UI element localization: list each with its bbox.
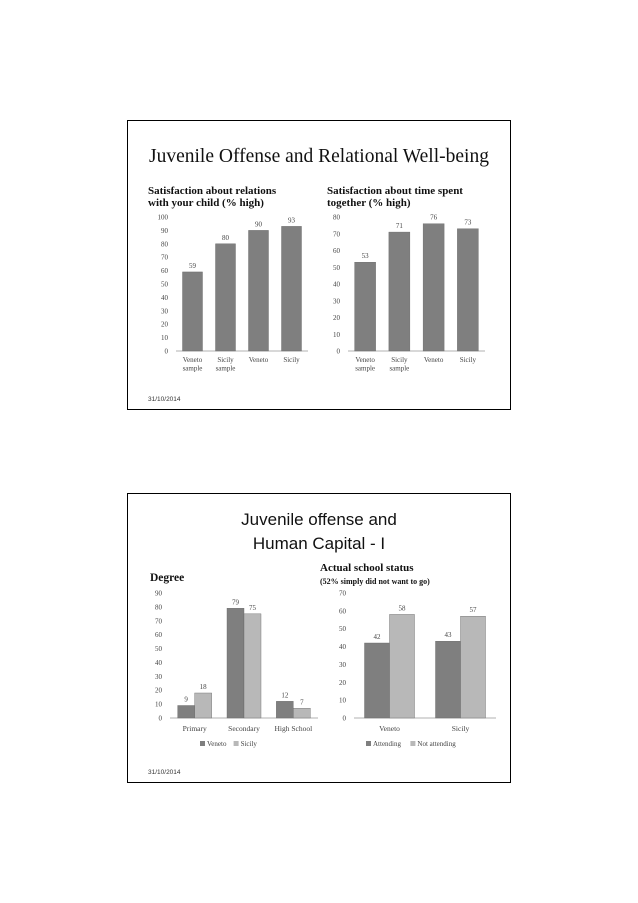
bar	[178, 706, 195, 719]
legend-swatch	[410, 741, 415, 746]
data-label: 71	[395, 222, 403, 231]
y-tick-label: 90	[161, 226, 168, 235]
y-tick-label: 30	[333, 297, 340, 306]
y-tick-label: 70	[333, 230, 340, 239]
legend-label: Not attending	[417, 740, 456, 748]
y-tick-label: 80	[155, 603, 162, 612]
x-tick-label: Veneto	[423, 356, 444, 364]
x-tick-label: Veneto	[379, 724, 400, 733]
x-tick-label: High School	[274, 724, 313, 733]
y-tick-label: 0	[336, 347, 340, 356]
bar	[423, 224, 444, 351]
chart-title-time-spent	[327, 185, 463, 209]
x-tick-label: Sicily	[283, 356, 300, 364]
data-label: 18	[199, 683, 207, 691]
data-label: 43	[444, 631, 452, 640]
slide-title	[128, 508, 510, 556]
bar	[365, 643, 390, 718]
y-tick-label: 20	[339, 678, 346, 687]
y-tick-label: 60	[339, 607, 346, 616]
y-tick-label: 80	[161, 240, 168, 249]
slide-relational-wellbeing	[127, 120, 511, 410]
legend-label: Attending	[373, 740, 401, 748]
x-tick-label: sample	[182, 364, 203, 373]
legend-swatch	[234, 741, 239, 746]
data-label: 80	[222, 233, 229, 242]
data-label: 57	[469, 606, 477, 615]
y-tick-label: 0	[342, 714, 346, 723]
chart-relations	[138, 213, 318, 383]
y-tick-label: 10	[333, 330, 340, 339]
slide-human-capital	[127, 493, 511, 783]
bar	[436, 641, 461, 718]
x-tick-label: sample	[355, 364, 376, 373]
y-tick-label: 30	[161, 307, 168, 316]
bar	[355, 262, 376, 351]
slide-date: 31/10/2014	[148, 769, 181, 776]
data-label: 73	[464, 218, 472, 227]
x-tick-label: sample	[215, 364, 236, 373]
y-tick-label: 70	[161, 253, 168, 262]
chart-time-spent	[318, 213, 498, 383]
y-tick-label: 40	[155, 658, 162, 667]
x-tick-label: Sicily	[451, 724, 470, 733]
legend-label: Sicily	[240, 740, 257, 748]
y-tick-label: 60	[155, 631, 162, 640]
data-label: 90	[255, 220, 262, 229]
x-tick-label: Primary	[182, 724, 207, 733]
data-label: 58	[398, 604, 406, 613]
y-tick-label: 10	[339, 696, 346, 705]
legend-label: Veneto	[207, 740, 227, 748]
x-tick-label: Veneto	[248, 356, 269, 364]
chart-title-degree: Degree	[150, 572, 185, 584]
bar	[249, 230, 269, 351]
slide-title-line: Juvenile offense and	[241, 510, 397, 529]
data-label: 7	[300, 698, 304, 707]
bar	[227, 608, 244, 718]
bar	[216, 244, 236, 351]
bar	[276, 701, 293, 718]
x-tick-label: Secondary	[228, 724, 260, 733]
y-tick-label: 20	[155, 686, 162, 695]
bar	[244, 614, 261, 718]
slide-title: Juvenile Offense and Relational Well-being	[149, 146, 489, 167]
bar	[390, 614, 415, 718]
y-tick-label: 20	[333, 314, 340, 322]
x-tick-label: Sicily	[459, 356, 477, 364]
bar	[183, 272, 203, 351]
data-label: 53	[361, 252, 369, 261]
y-tick-label: 70	[339, 589, 346, 598]
x-tick-label: sample	[389, 364, 410, 373]
y-tick-label: 30	[339, 660, 346, 669]
y-tick-label: 0	[158, 714, 162, 723]
bar	[282, 226, 302, 351]
y-tick-label: 60	[161, 267, 168, 276]
bar	[293, 708, 310, 718]
y-tick-label: 40	[333, 280, 340, 289]
y-tick-label: 40	[161, 293, 168, 302]
x-tick-label: Veneto	[182, 356, 203, 364]
x-tick-label: Sicily	[391, 356, 408, 364]
data-label: 93	[288, 216, 295, 225]
y-tick-label: 50	[339, 625, 346, 634]
y-tick-label: 50	[155, 645, 162, 654]
y-tick-label: 30	[155, 672, 162, 681]
data-label: 59	[189, 261, 196, 270]
bar	[461, 616, 486, 718]
bar	[195, 693, 212, 718]
y-tick-label: 10	[161, 334, 168, 343]
data-label: 79	[232, 598, 239, 607]
y-tick-label: 90	[155, 589, 162, 598]
bar	[457, 229, 478, 351]
data-label: 12	[281, 691, 289, 700]
legend-swatch	[200, 741, 205, 746]
data-label: 75	[249, 603, 256, 612]
chart-title-line: Satisfaction about relations	[148, 185, 277, 197]
x-tick-label: Sicily	[217, 356, 234, 364]
chart-degree	[136, 588, 321, 754]
chart-title-school-status: Actual school status	[320, 562, 414, 574]
chart-school-status	[318, 588, 498, 754]
data-label: 76	[430, 213, 438, 222]
chart-title-line: Satisfaction about time spent	[327, 185, 463, 197]
chart-subtitle-school-status: (52% simply did not want to go)	[320, 577, 430, 586]
y-tick-label: 80	[333, 213, 340, 222]
slide-title-line: Human Capital - I	[252, 534, 386, 553]
chart-title-line: with your child (% high)	[148, 197, 264, 209]
y-tick-label: 50	[333, 263, 340, 272]
y-tick-label: 0	[164, 347, 168, 356]
y-tick-label: 70	[155, 617, 162, 626]
y-tick-label: 10	[155, 700, 162, 709]
y-tick-label: 20	[161, 320, 168, 329]
y-tick-label: 100	[157, 213, 168, 222]
slide-date: 31/10/2014	[148, 396, 181, 403]
chart-title-line: together (% high)	[327, 197, 411, 209]
data-label: 42	[373, 633, 381, 641]
data-label: 9	[184, 695, 188, 704]
y-tick-label: 40	[339, 643, 346, 652]
x-tick-label: Veneto	[355, 356, 375, 364]
y-tick-label: 50	[161, 280, 168, 289]
legend-swatch	[366, 741, 371, 746]
chart-title-relations	[148, 185, 276, 209]
y-tick-label: 60	[333, 247, 340, 255]
bar	[389, 232, 410, 351]
